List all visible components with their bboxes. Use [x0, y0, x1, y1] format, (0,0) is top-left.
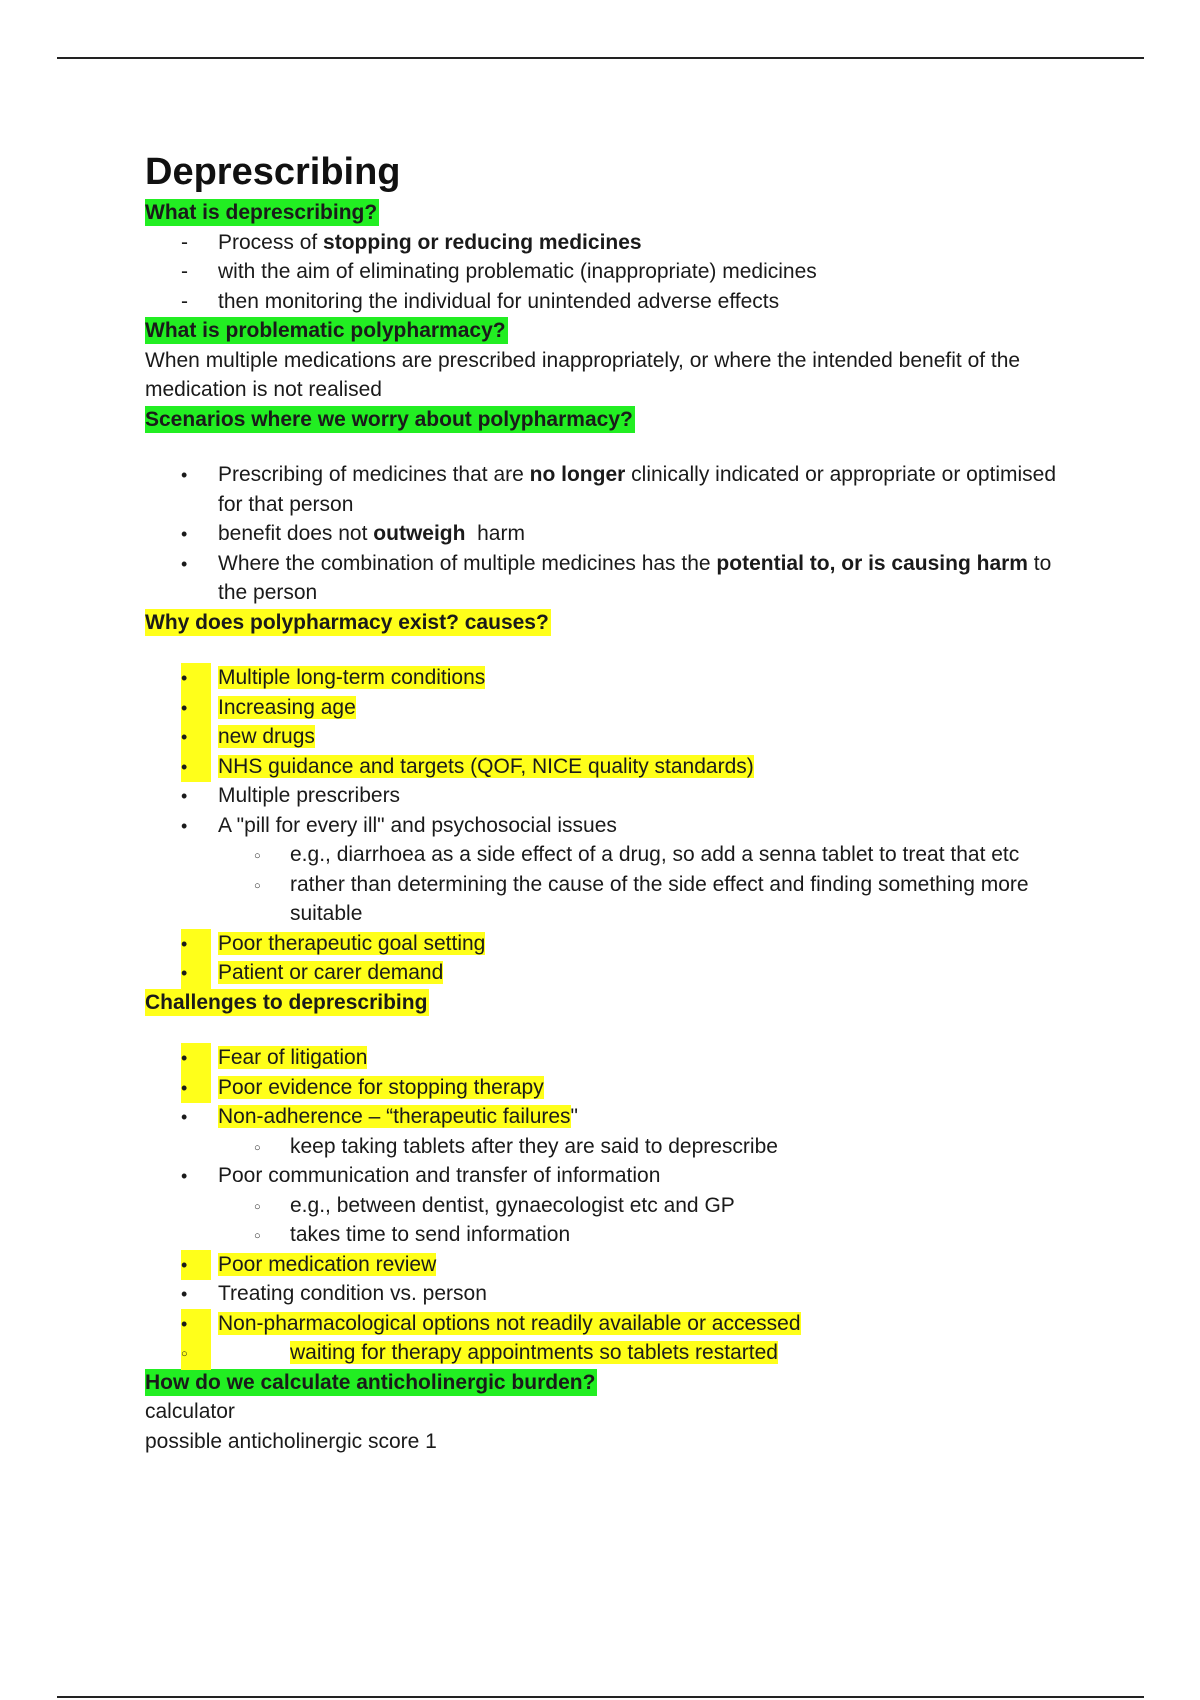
heading-causes: Why does polypharmacy exist? causes? — [145, 610, 549, 634]
list-item: • A "pill for every ill" and psychosocial issues ○ e.g., diarrhoea as a side effect of a drug, so add a senna tablet to treat that etc ○ rather than determining the cause of the side effect and finding something more suitable — [145, 811, 1065, 929]
bullet-marker — [181, 781, 205, 812]
scenarios-list — [145, 460, 1065, 608]
sub-list — [218, 1338, 1065, 1368]
sub-list-item: ○ e.g., diarrhoea as a side effect of a drug, so add a senna tablet to treat that etc — [145, 840, 1065, 870]
bullet-marker — [181, 1250, 211, 1281]
bullet-marker — [181, 929, 211, 960]
polypharmacy-definition: When multiple medications are prescribed inappropriately, or where the intended benefit of the medication is not realised — [145, 348, 1021, 401]
list-item: • benefit does not outweigh harm — [145, 519, 1065, 549]
bottom-rule — [57, 1696, 1144, 1698]
circle-marker — [254, 870, 284, 902]
list-item: • Fear of litigation — [145, 1043, 1065, 1073]
list-item: • Treating condition vs. person — [145, 1279, 1065, 1309]
list-item: • Poor medication review — [145, 1250, 1065, 1280]
circle-marker — [254, 1191, 284, 1223]
sub-list — [218, 840, 1065, 929]
list-item: • NHS guidance and targets (QOF, NICE quality standards) — [145, 752, 1065, 782]
sub-list-item: ○ rather than determining the cause of the side effect and finding something more suitable — [145, 870, 1065, 929]
bullet-marker — [181, 460, 205, 491]
bullet-marker — [181, 693, 211, 724]
circle-marker — [254, 1220, 284, 1252]
sub-list-item: ○ keep taking tablets after they are said to deprescribe — [145, 1132, 1065, 1162]
bullet-marker — [181, 811, 205, 842]
deprescribing-definition-list — [145, 228, 1065, 317]
bullet-marker — [181, 1279, 205, 1310]
list-item: • Non-adherence – “therapeutic failures" ○ keep taking tablets after they are said to deprescribe — [145, 1102, 1065, 1161]
sub-list-item: ○ waiting for therapy appointments so tablets restarted — [145, 1338, 1065, 1368]
list-item: • Prescribing of medicines that are no longer clinically indicated or appropriate or optimised for that person — [145, 460, 1065, 519]
heading-anticholinergic-burden: How do we calculate anticholinergic burden? — [145, 1370, 596, 1394]
heading-what-is-deprescribing: What is deprescribing? — [145, 201, 378, 224]
list-item: • Where the combination of multiple medicines has the potential to, or is causing harm to the person — [145, 549, 1065, 608]
bullet-marker — [181, 1161, 205, 1192]
list-item: • Non-pharmacological options not readily available or accessed ○ waiting for therapy appointments so tablets restarted — [145, 1309, 1065, 1368]
top-rule — [57, 57, 1144, 59]
list-item: • Poor evidence for stopping therapy — [145, 1073, 1065, 1103]
dash-marker — [181, 228, 205, 258]
list-item: - Process of stopping or reducing medicines — [145, 228, 1065, 258]
dash-marker — [181, 257, 205, 287]
heading-scenarios: Scenarios where we worry about polypharmacy? — [145, 407, 633, 431]
page-title: Deprescribing — [145, 151, 401, 193]
circle-marker — [254, 840, 284, 872]
bullet-marker — [181, 1043, 211, 1074]
bullet-marker — [181, 1309, 211, 1340]
list-item: • Poor therapeutic goal setting — [145, 929, 1065, 959]
bullet-marker — [181, 1102, 205, 1133]
bullet-marker — [181, 519, 205, 550]
challenges-list — [145, 1043, 1065, 1368]
circle-marker — [254, 1132, 284, 1164]
bullet-marker — [181, 663, 211, 694]
sub-list-item: ○ e.g., between dentist, gynaecologist etc and GP — [145, 1191, 1065, 1221]
bullet-marker — [181, 549, 205, 580]
circle-marker — [181, 1338, 211, 1370]
list-item: • Increasing age — [145, 693, 1065, 723]
text-line: possible anticholinergic score 1 — [145, 1429, 437, 1453]
bullet-marker — [181, 752, 211, 783]
sub-list — [218, 1132, 1065, 1162]
list-item: • Multiple long-term conditions — [145, 663, 1065, 693]
bullet-marker — [181, 1073, 211, 1104]
causes-list — [145, 663, 1065, 988]
list-item: - with the aim of eliminating problematic (inappropriate) medicines — [145, 257, 1065, 287]
bullet-marker — [181, 722, 211, 753]
bullet-marker — [181, 958, 211, 989]
heading-challenges: Challenges to deprescribing — [145, 990, 428, 1014]
heading-problematic-polypharmacy: What is problematic polypharmacy? — [145, 319, 506, 342]
list-item: • Poor communication and transfer of information ○ e.g., between dentist, gynaecologist etc and GP ○ takes time to send information — [145, 1161, 1065, 1250]
sub-list-item: ○ takes time to send information — [145, 1220, 1065, 1250]
text-line: calculator — [145, 1400, 235, 1423]
sub-list — [218, 1191, 1065, 1250]
list-item: • Multiple prescribers — [145, 781, 1065, 811]
list-item: - then monitoring the individual for unintended adverse effects — [145, 287, 1065, 317]
document-body — [145, 146, 1065, 1456]
list-item: • new drugs — [145, 722, 1065, 752]
dash-marker — [181, 287, 205, 317]
list-item: • Patient or carer demand — [145, 958, 1065, 988]
